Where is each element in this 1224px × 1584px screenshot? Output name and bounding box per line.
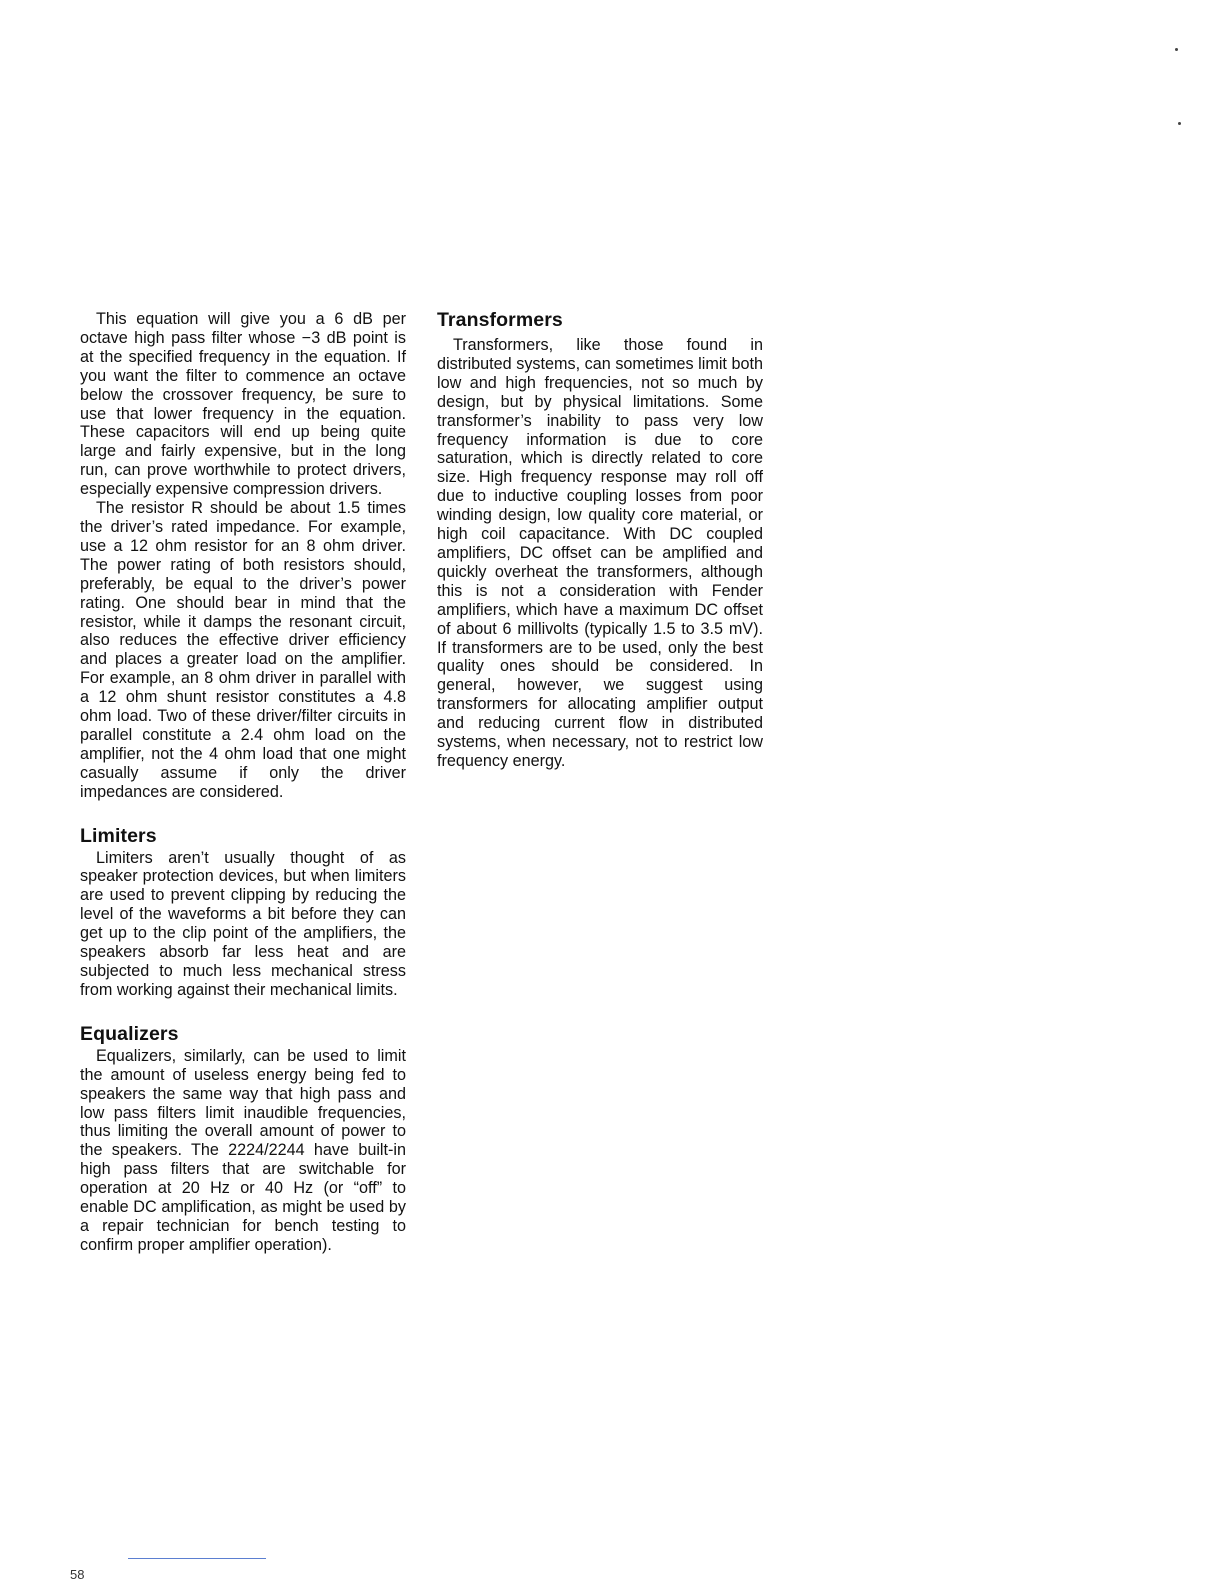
page-number: 58 [70, 1567, 85, 1582]
right-column [437, 310, 763, 771]
body-paragraph-transformers: Transformers, like those found in distributed systems, can sometimes limit both low and high frequencies, not so much by design, but by physical limitations. Some transformer’s inability to pass very low frequency information is due to core saturation, which is directly related to core size. High frequency response may roll off due to inductive coupling losses from poor winding design, low quality core material, or high coil capacitance. With DC coupled amplifiers, DC offset can be amplified and quickly overheat the transformers, although this is not a consideration with Fender amplifiers, which have a maximum DC offset of about 6 millivolts (typically 1.5 to 3.5 mV). If transformers are to be used, only the best quality ones should be considered. In general, however, we suggest using transformers for allocating amplifier output and reducing current flow in distributed systems, when necessary, not to restrict low frequency energy. [437, 336, 763, 770]
body-paragraph-limiters: Limiters aren’t usually thought of as speaker protection devices, but when limiters are used to prevent clipping by reducing the level of the waveforms a bit before they can get up to the clip point of the amplifiers, the speakers absorb far less heat and are subjected to much less mechanical stress from working against their mechanical limits. [80, 848, 406, 999]
body-paragraph-equation: This equation will give you a 6 dB per octave high pass filter whose −3 dB point is at the specified frequency in the equation. If you want the filter to commence an octave below the crossover frequency, be sure to use that lower frequency in the equation. These capacitors will end up being quite large and fairly expensive, but in the long run, can prove worthwhile to protect drivers, especially expensive compression drivers. [80, 310, 406, 499]
body-paragraph-resistor: The resistor R should be about 1.5 times the driver’s rated impedance. For example, use a 12 ohm resistor for an 8 ohm driver. The power rating of both resistors should, preferably, be equal to the driver’s power rating. One should bear in mind that the resistor, while it damps the resonant circuit, also reduces the effective driver efficiency and places a greater load on the amplifier. For example, an 8 ohm driver in parallel with a 12 ohm shunt resistor constitutes a 4.8 ohm load. Two of these driver/filter circuits in parallel constitute a 2.4 ohm load on the amplifier, not the 4 ohm load that one might casually assume if only the driver impedances are considered. [80, 499, 406, 801]
section-spacer [80, 1000, 406, 1022]
section-heading-equalizers: Equalizers [80, 1022, 179, 1045]
section-heading-limiters: Limiters [80, 824, 157, 847]
left-column [80, 310, 406, 1255]
scan-speck [1178, 122, 1181, 125]
section-heading-transformers: Transformers [437, 309, 563, 331]
footer-rule [128, 1558, 266, 1559]
scan-speck [1175, 48, 1178, 51]
section-spacer [80, 802, 406, 824]
body-paragraph-equalizers: Equalizers, similarly, can be used to limit the amount of useless energy being fed to speakers the same way that high pass and low pass filters limit inaudible frequencies, thus limiting the overall amount of power to the speakers. The 2224/2244 have built-in high pass filters that are switchable for operation at 20 Hz or 40 Hz (or “off” to enable DC amplification, as might be used by a repair technician for bench testing to confirm proper amplifier operation). [80, 1046, 406, 1254]
